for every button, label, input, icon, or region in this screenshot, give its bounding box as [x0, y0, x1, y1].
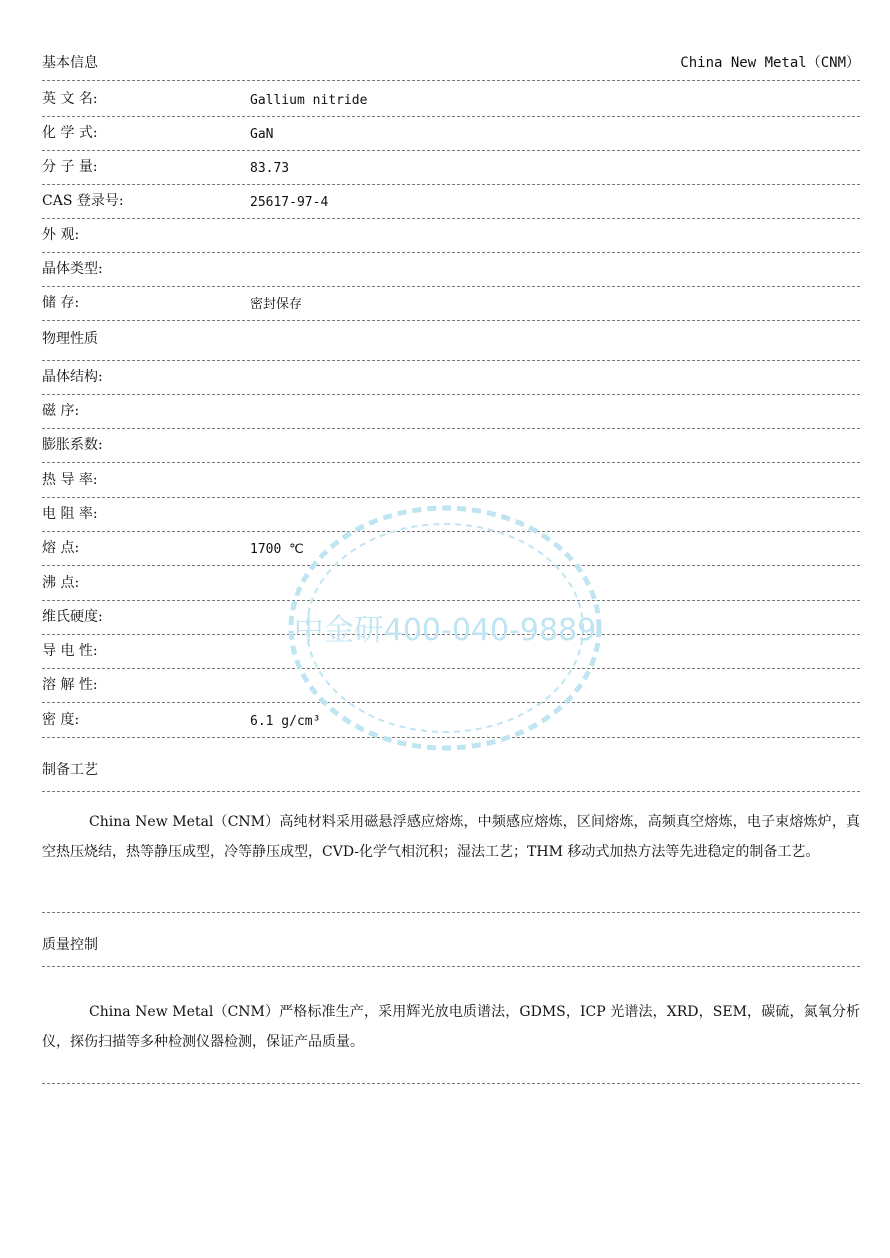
row-value: 83.73 [250, 161, 290, 176]
basic-info-title: 基本信息 [42, 55, 98, 71]
section-divider [42, 1083, 860, 1084]
row-value: 密封保存 [250, 297, 303, 312]
info-row [42, 218, 860, 253]
row-value: GaN [250, 127, 274, 142]
row-label: 膨胀系数: [42, 437, 103, 453]
row-label: 化 学 式: [42, 125, 98, 141]
quality-section-header [42, 928, 860, 967]
row-value: 6.1 g/cm³ [250, 714, 321, 729]
info-row [42, 82, 860, 117]
watermark-text: 中金研400-040-9889 [293, 613, 597, 648]
property-row [42, 428, 860, 463]
row-label: 电 阻 率: [42, 506, 98, 522]
property-row [42, 566, 860, 601]
preparation-section-header [42, 753, 860, 792]
row-label: CAS 登录号: [42, 193, 124, 209]
row-label: 晶体结构: [42, 369, 103, 385]
property-row [42, 360, 860, 395]
row-label: 分 子 量: [42, 159, 98, 175]
property-row [42, 497, 860, 532]
row-label: 溶 解 性: [42, 677, 98, 693]
section-title: 物理性质 [42, 331, 98, 347]
property-row [42, 394, 860, 429]
page-header [42, 42, 860, 81]
section-title: 制备工艺 [42, 762, 98, 778]
brand-label: China New Metal（CNM） [680, 55, 860, 71]
quality-paragraph: China New Metal（CNM）严格标准生产，采用辉光放电质谱法，GDMS，ICP 光谱法，XRD，SEM，碳硫，氮氧分析仪，探伤扫描等多种检测仪器检测，保证产品质量。 [42, 1004, 860, 1050]
property-row [42, 668, 860, 703]
row-label: 储 存: [42, 295, 80, 311]
info-row [42, 150, 860, 185]
row-label: 导 电 性: [42, 643, 98, 659]
property-row [42, 531, 860, 566]
info-row [42, 286, 860, 321]
row-label: 维氏硬度: [42, 609, 103, 625]
row-value: 25617-97-4 [250, 195, 329, 210]
section-divider [42, 912, 860, 913]
info-row [42, 252, 860, 287]
property-row [42, 703, 860, 738]
section-title: 质量控制 [42, 937, 98, 953]
info-row [42, 116, 860, 151]
row-value: Gallium nitride [250, 93, 368, 108]
preparation-paragraph: China New Metal（CNM）高纯材料采用磁悬浮感应熔炼，中频感应熔炼，区间熔炼，高频真空熔炼，电子束熔炼炉，真空热压烧结，热等静压成型，冷等静压成型，CVD-化学气相沉积；湿法工艺；THM 移动式加热方法等先进稳定的制备工艺。 [42, 814, 860, 860]
row-label: 热 导 率: [42, 472, 98, 488]
row-label: 密 度: [42, 712, 80, 728]
row-label: 晶体类型: [42, 261, 103, 277]
info-row [42, 184, 860, 219]
row-label: 英 文 名: [42, 91, 98, 107]
property-row [42, 634, 860, 669]
row-label: 外 观: [42, 227, 80, 243]
row-label: 磁 序: [42, 403, 80, 419]
row-label: 熔 点: [42, 540, 80, 556]
row-value: 1700 ℃ [250, 542, 304, 557]
property-row [42, 463, 860, 498]
physical-section-header [42, 322, 860, 361]
property-row [42, 600, 860, 635]
row-label: 沸 点: [42, 575, 80, 591]
